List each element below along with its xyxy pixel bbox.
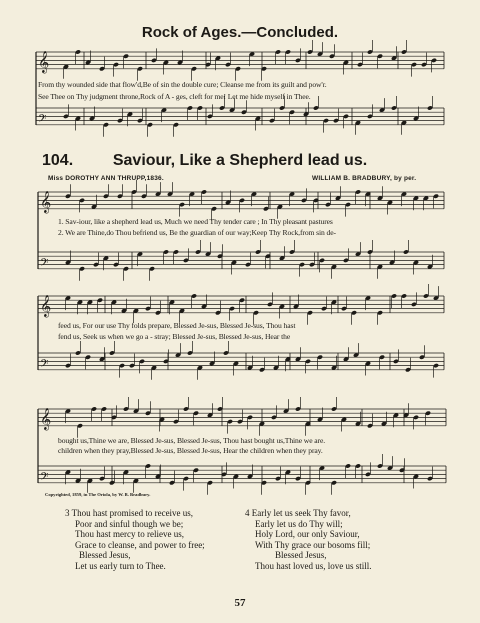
verse-3-line: Let us early turn to Thee. (75, 560, 166, 571)
clef-icon: 𝄢 (40, 470, 49, 486)
clef-icon: 𝄞 (38, 50, 50, 73)
verse-4-line: Holy Lord, our only Saviour, (255, 529, 360, 540)
clef-icon: 𝄞 (40, 294, 52, 317)
system1-lyric-line-2: 2. We are Thine,do Thou befriend us, Be the guardian of our way;Keep Thy Rock,from sin de- (58, 228, 336, 237)
clef-icon: 𝄢 (40, 256, 49, 272)
clef-icon: 𝄞 (40, 407, 52, 430)
verse-3-line: Thou hast mercy to relieve us, (75, 529, 184, 540)
system2-lyric-line-1: feed us, For our use Thy folds prepare, Blessed Je-sus, Blessed Je-sus, Thou hast (58, 321, 296, 330)
rock-lyric-line-1: From thy wounded side that flow'd,Be of sin the double cure; Cleanse me from its guilt and pow'r. (38, 80, 327, 89)
verse-3-line: Poor and sinful though we be; (75, 518, 184, 529)
verse-4 (245, 508, 372, 572)
verse-4-line: 4 Early let us seek Thy favor, (245, 508, 351, 518)
verse-4-line: With Thy grace our bosoms fill; (255, 539, 371, 550)
system3-lyric-line-2: children when they pray,Blessed Je-sus, Blessed Je-sus, Hear the children when they pray. (58, 446, 323, 455)
verse-3-line: 3 Thou hast promised to receive us, (65, 508, 194, 518)
clef-icon: 𝄢 (40, 357, 49, 373)
rock-lyric-line-2: See Thee on Thy judgment throne,Rock of A - ges, cleft for me! Let me hide myself in Thee. (38, 92, 311, 101)
words-credit: Miss DOROTHY ANN THRUPP,1836. (48, 175, 164, 182)
system1-lyric-line-1: 1. Sav-iour, like a shepherd lead us, Much we need Thy tender care ; In Thy pleasant pastures (58, 217, 333, 226)
concluded-title: Rock of Ages.—Concluded. (141, 24, 339, 41)
clef-icon: 𝄞 (40, 190, 52, 213)
verse-4-line: Thou hast loved us, love us still. (255, 560, 372, 571)
system2-lyric-line-2: fend us, Seek us when we go a - stray; Blessed Je-sus, Blessed Je-sus, Hear the (58, 332, 291, 341)
copyright-notice: Copyrighted, 1859, in The Oriola, by W. B. Bradbury. (45, 492, 151, 497)
verse-3-line: Blessed Jesus, (79, 550, 131, 561)
system3-lyric-line-1: bought us,Thine we are, Blessed Je-sus, Blessed Je-sus, Thou hast bought us,Thine we are. (58, 436, 326, 445)
page-number: 57 (234, 597, 246, 609)
clef-icon: 𝄢 (38, 112, 47, 128)
verse-4-line: Early let us do Thy will; (255, 518, 343, 529)
hymn-title: Saviour, Like a Shepherd lead us. (112, 152, 368, 169)
verse-4-line: Blessed Jesus, (275, 550, 327, 561)
verse-3 (65, 508, 205, 572)
verse-3-line: Grace to cleanse, and power to free; (75, 539, 205, 550)
music-credit: WILLIAM B. BRADBURY, by per. (312, 175, 417, 182)
hymn-number: 104. (42, 152, 74, 169)
